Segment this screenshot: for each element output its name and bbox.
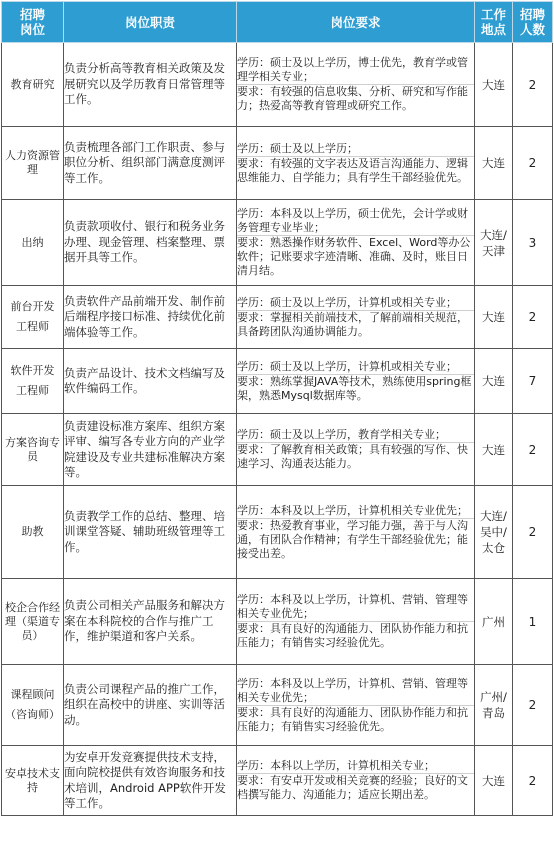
cell-count: 2 bbox=[513, 286, 553, 349]
header-duties: 岗位职责 bbox=[64, 2, 237, 43]
cell-position bbox=[2, 349, 64, 414]
cell-count: 2 bbox=[513, 414, 553, 486]
cell-duties: 负责软件产品前端开发、制作前后端程序接口标准、持续优化前端体验等工作。 bbox=[64, 286, 237, 349]
header-count: 招聘 人数 bbox=[513, 2, 553, 43]
table-row bbox=[2, 286, 553, 349]
cell-requirements bbox=[237, 286, 475, 349]
requirement-line: 要求：热爱教育事业，学习能力强，善于与人沟通，有团队合作精神；有学生干部经验优先；能接受出差。 bbox=[237, 518, 468, 560]
cell-duties: 负责建设标准方案库、组织方案评审、编写各专业方向的产业学院建设及专业共建标准解决方案等。 bbox=[64, 414, 237, 486]
requirement-line: 要求：了解教育相关政策；具有较强的写作、快速学习、沟通表达能力。 bbox=[237, 443, 468, 470]
cell-location bbox=[475, 127, 513, 200]
cell-count: 7 bbox=[513, 349, 553, 414]
header-requirements: 岗位要求 bbox=[237, 2, 475, 43]
cell-position bbox=[2, 665, 64, 746]
position-line: 软件开发 bbox=[10, 364, 55, 377]
requirement-line: 学历：本科及以上学历，计算机、营销、管理等相关专业优先； bbox=[237, 593, 474, 622]
cell-count: 2 bbox=[513, 43, 553, 127]
position-line: 方案咨询专员 bbox=[5, 435, 60, 463]
cell-count: 2 bbox=[513, 127, 553, 200]
location-line: 吴中/ bbox=[480, 525, 507, 539]
cell-location bbox=[475, 414, 513, 486]
location-line: 天津 bbox=[482, 243, 505, 258]
cell-requirements bbox=[237, 127, 475, 200]
location-line: 大连 bbox=[482, 773, 505, 788]
table-row bbox=[2, 200, 553, 286]
cell-location bbox=[475, 349, 513, 414]
position-line: （咨询师） bbox=[5, 708, 60, 721]
position-line: 课程顾问 bbox=[10, 688, 55, 701]
location-line: 青岛 bbox=[482, 706, 505, 720]
requirement-line: 要求：有安卓开发或相关竞赛的经验；良好的文档撰写能力、沟通能力；适应长期出差。 bbox=[237, 774, 468, 801]
cell-duties: 负责公司相关产品服务和解决方案在本科院校的合作与推广工作，维护渠道和客户关系。 bbox=[64, 579, 237, 665]
cell-location bbox=[475, 286, 513, 349]
cell-location bbox=[475, 43, 513, 127]
requirement-line: 学历：本科及以上学历，硕士优先，会计学或财务管理专业毕业； bbox=[237, 207, 474, 236]
position-line: 教育研究 bbox=[10, 77, 55, 91]
cell-duties: 负责公司课程产品的推广工作，组织在高校中的讲座、实训等活动。 bbox=[64, 665, 237, 746]
position-line: 工程师 bbox=[16, 320, 49, 333]
table-row bbox=[2, 665, 553, 746]
requirement-line: 要求：具有良好的沟通能力、团队协作能力和抗压能力；有销售实习经验优先。 bbox=[237, 622, 468, 649]
cell-position bbox=[2, 414, 64, 486]
cell-location bbox=[475, 486, 513, 579]
requirement-line: 要求：掌握相关前端技术，了解前端相关规范，具备跨团队沟通协调能力。 bbox=[237, 310, 468, 338]
cell-position bbox=[2, 746, 64, 816]
cell-location bbox=[475, 200, 513, 286]
cell-count: 2 bbox=[513, 665, 553, 746]
cell-requirements bbox=[237, 43, 475, 127]
cell-duties: 负责款项收付、银行和税务业务办理、现金管理、档案整理、票据开具等工作。 bbox=[64, 200, 237, 286]
table-row bbox=[2, 414, 553, 486]
cell-count: 3 bbox=[513, 200, 553, 286]
cell-position bbox=[2, 286, 64, 349]
requirement-line: 学历：硕士及以上学历，教育学相关专业； bbox=[237, 428, 474, 443]
requirement-line: 学历：硕士及以上学历，计算机或相关专业； bbox=[237, 296, 474, 311]
cell-duties: 为安卓开发竞赛提供技术支持，面向院校提供有效咨询服务和技术培训，Android APP软件开发等工作。 bbox=[64, 746, 237, 816]
requirement-line: 学历：本科以上学历，计算机相关专业； bbox=[237, 759, 474, 774]
cell-requirements bbox=[237, 200, 475, 286]
requirement-line: 要求：具有良好的沟通能力、团队协作能力和抗压能力；有销售实习经验优先。 bbox=[237, 705, 468, 733]
table-header-row bbox=[2, 2, 553, 43]
requirement-line: 学历：硕士及以上学历； bbox=[237, 142, 474, 157]
header-location: 工作 地点 bbox=[475, 2, 513, 43]
location-line: 大连/ bbox=[480, 227, 507, 242]
cell-requirements bbox=[237, 746, 475, 816]
job-table bbox=[1, 1, 553, 816]
position-line: 人力资源管理 bbox=[5, 149, 60, 176]
location-line: 大连/ bbox=[480, 509, 507, 523]
cell-requirements bbox=[237, 349, 475, 414]
position-line: 助教 bbox=[21, 525, 44, 538]
cell-requirements bbox=[237, 486, 475, 579]
position-line: 前台开发 bbox=[10, 300, 55, 313]
position-line: 工程师 bbox=[16, 384, 49, 397]
table-row bbox=[2, 746, 553, 816]
requirement-line: 学历：硕士及以上学历，计算机或相关专业； bbox=[237, 360, 474, 375]
location-line: 大连 bbox=[482, 310, 505, 324]
location-line: 太仓 bbox=[482, 541, 505, 555]
cell-duties: 负责教学工作的总结、整理、培训课堂答疑、辅助班级管理等工作。 bbox=[64, 486, 237, 579]
requirement-line: 学历：本科及以上学历，计算机相关专业优先； bbox=[237, 504, 474, 519]
cell-position bbox=[2, 486, 64, 579]
requirement-line: 要求：有较强的文字表达及语言沟通能力、逻辑思维能力、自学能力；具有学生干部经验优先。 bbox=[237, 156, 468, 184]
cell-duties: 负责梳理各部门工作职责、参与职位分析、组织部门满意度测评等工作。 bbox=[64, 127, 237, 200]
cell-position bbox=[2, 43, 64, 127]
requirement-line: 要求：熟练掌握JAVA等技术，熟练使用spring框架，熟悉Mysql数据库等。 bbox=[237, 374, 472, 402]
requirement-line: 要求：有较强的信息收集、分析、研究和写作能力；热爱高等教育管理或研究工作。 bbox=[237, 85, 468, 112]
cell-position bbox=[2, 200, 64, 286]
header-position: 招聘 岗位 bbox=[2, 2, 64, 43]
cell-requirements bbox=[237, 579, 475, 665]
cell-location bbox=[475, 665, 513, 746]
location-line: 广州/ bbox=[480, 690, 507, 704]
position-line: 出纳 bbox=[21, 235, 44, 249]
requirement-line: 学历：本科及以上学历，计算机、营销、管理等相关专业优先； bbox=[237, 677, 474, 706]
cell-count: 2 bbox=[513, 746, 553, 816]
table-row bbox=[2, 43, 553, 127]
cell-duties: 负责分析高等教育相关政策及发展研究以及学历教育日常管理等工作。 bbox=[64, 43, 237, 127]
table-row bbox=[2, 579, 553, 665]
position-line: 安卓技术支持 bbox=[5, 766, 60, 794]
cell-location bbox=[475, 579, 513, 665]
location-line: 大连 bbox=[482, 442, 505, 457]
requirement-line: 要求：熟悉操作财务软件、Excel、Word等办公软件；记账要求字迹清晰、准确、及时，账目日清月结。 bbox=[237, 236, 471, 277]
table-row bbox=[2, 349, 553, 414]
location-line: 大连 bbox=[482, 374, 505, 388]
position-line: 校企合作经理（渠道专员） bbox=[5, 600, 60, 642]
cell-requirements bbox=[237, 665, 475, 746]
cell-count: 2 bbox=[513, 486, 553, 579]
location-line: 大连 bbox=[482, 77, 505, 92]
cell-requirements bbox=[237, 414, 475, 486]
cell-position bbox=[2, 579, 64, 665]
table-row bbox=[2, 127, 553, 200]
table-row bbox=[2, 486, 553, 579]
cell-count: 1 bbox=[513, 579, 553, 665]
requirement-line: 学历：硕士及以上学历，博士优先，教育学或管理学相关专业； bbox=[237, 56, 474, 85]
cell-duties: 负责产品设计、技术文档编写及软件编码工作。 bbox=[64, 349, 237, 414]
location-line: 广州 bbox=[482, 614, 505, 629]
location-line: 大连 bbox=[482, 156, 505, 170]
cell-position bbox=[2, 127, 64, 200]
cell-location bbox=[475, 746, 513, 816]
